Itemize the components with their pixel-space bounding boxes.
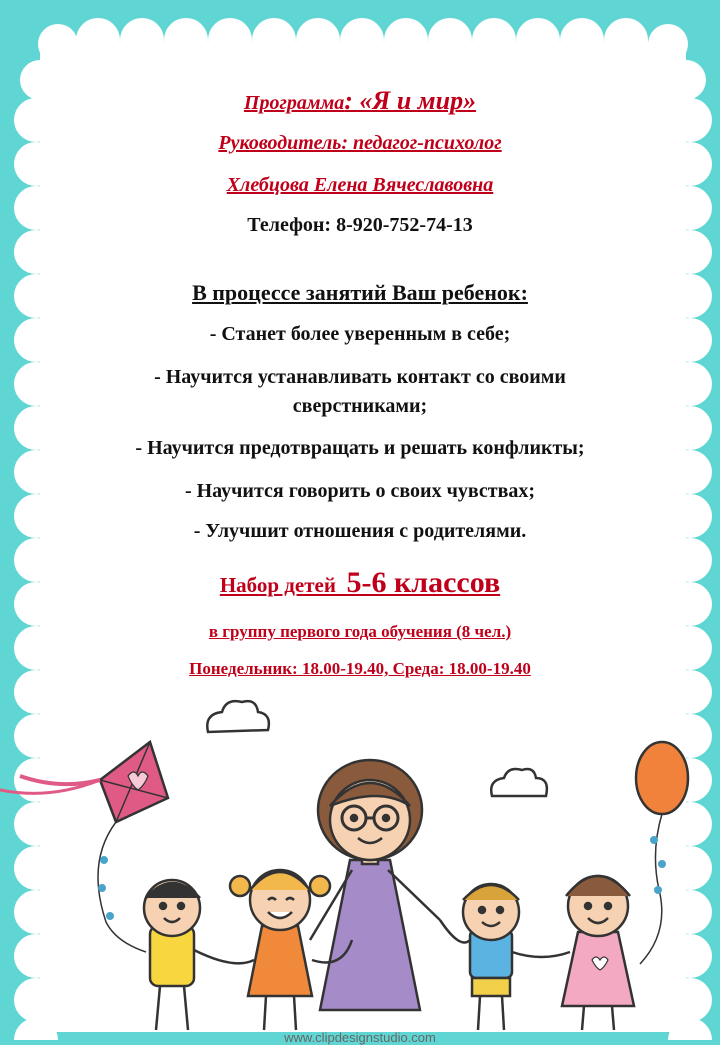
cloud-icon [491, 769, 547, 796]
cloud-icon [207, 701, 269, 732]
child-girl-pink [562, 876, 634, 1030]
program-title [0, 86, 720, 116]
leader-name: Хлебцова Елена Вячеславовна [226, 174, 494, 196]
enrollment-line [0, 566, 720, 600]
benefits-heading: В процессе занятий Ваш ребенок: [192, 280, 528, 305]
program-name: : «Я и мир» [344, 86, 477, 115]
footer-watermark-url: www.clipdesignstudio.com [284, 1030, 436, 1045]
enrollment-prefix: Набор детей [219, 573, 336, 597]
child-girl-orange [230, 870, 330, 1030]
benefit-item: - Научится говорить о своих чувствах; [184, 480, 536, 502]
children-teacher-illustration [0, 690, 720, 1040]
benefit-item: - Научится предотвращать и решать конфликты; [135, 437, 585, 459]
leader-role: Руководитель: педагог-психолог [218, 132, 502, 154]
kite-icon [0, 742, 168, 952]
child-boy-yellow [144, 880, 200, 1030]
group-info: в группу первого года обучения (8 чел.) [208, 622, 512, 641]
benefit-item: - Станет более уверенным в себе; [209, 323, 511, 345]
balloon-icon [636, 742, 688, 964]
benefit-item: - Улучшит отношения с родителями. [193, 520, 527, 542]
program-label: Программа [243, 92, 345, 114]
enrollment-grades: 5-6 классов [346, 566, 501, 599]
schedule: Понедельник: 18.00-19.40, Среда: 18.00-19.40 [189, 659, 531, 678]
child-boy-blue [463, 884, 519, 1030]
benefit-item-continued: сверстниками; [292, 395, 428, 417]
phone-number: Телефон: 8-920-752-74-13 [247, 214, 473, 236]
benefit-item: - Научится устанавливать контакт со своими [154, 366, 566, 388]
